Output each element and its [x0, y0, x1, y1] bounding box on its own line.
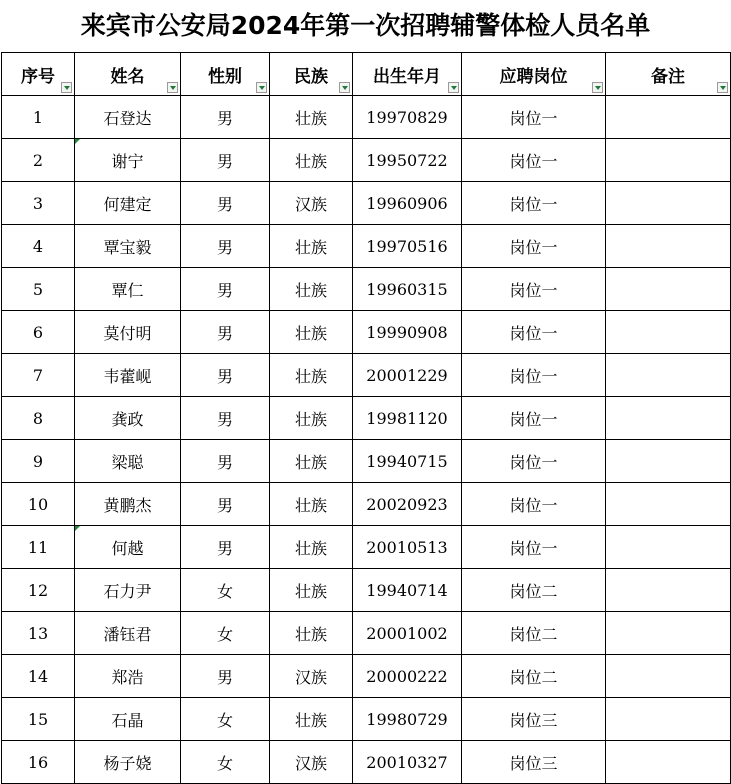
cell-note[interactable]: [606, 311, 731, 354]
header-cell-ethnic: 民族: [270, 53, 353, 96]
table-row: [2, 612, 731, 655]
cell-note[interactable]: [606, 139, 731, 182]
table-row: [2, 526, 731, 569]
cell-note[interactable]: [606, 569, 731, 612]
cell-note[interactable]: [606, 698, 731, 741]
cell-note[interactable]: [606, 225, 731, 268]
cell-post[interactable]: 岗位一: [462, 268, 606, 311]
cell-no[interactable]: 14: [2, 655, 75, 698]
cell-post[interactable]: 岗位一: [462, 182, 606, 225]
cell-note[interactable]: [606, 440, 731, 483]
cell-name[interactable]: 莫付明: [75, 311, 181, 354]
table-row: [2, 569, 731, 612]
page-title: 来宾市公安局2024年第一次招聘辅警体检人员名单: [80, 11, 651, 40]
cell-name[interactable]: 杨子娆: [75, 741, 181, 784]
cell-ethnic[interactable]: 壮族: [270, 440, 353, 483]
cell-post[interactable]: 岗位一: [462, 311, 606, 354]
cell-name[interactable]: 石晶: [75, 698, 181, 741]
cell-ethnic[interactable]: 壮族: [270, 698, 353, 741]
cell-birth[interactable]: 20000222: [353, 655, 462, 698]
cell-birth[interactable]: 20001002: [353, 612, 462, 655]
table-body: [2, 96, 731, 784]
cell-gender[interactable]: 男: [181, 655, 270, 698]
cell-marker-icon: [75, 526, 80, 531]
cell-birth[interactable]: 19981120: [353, 397, 462, 440]
cell-no[interactable]: 10: [2, 483, 75, 526]
header-cell-name: 姓名: [75, 53, 181, 96]
header-cell-gender: 性别: [181, 53, 270, 96]
personnel-table: [1, 52, 731, 784]
header-row: [2, 53, 731, 96]
cell-marker-icon: [75, 139, 80, 144]
table-row: [2, 655, 731, 698]
cell-birth[interactable]: 20001229: [353, 354, 462, 397]
header-cell-post: 应聘岗位: [462, 53, 606, 96]
table-row: [2, 698, 731, 741]
cell-post[interactable]: 岗位一: [462, 483, 606, 526]
cell-birth[interactable]: 19990908: [353, 311, 462, 354]
table-row: [2, 139, 731, 182]
cell-gender[interactable]: 女: [181, 612, 270, 655]
cell-name[interactable]: 黄鹏杰: [75, 483, 181, 526]
cell-ethnic[interactable]: 壮族: [270, 612, 353, 655]
cell-no[interactable]: 11: [2, 526, 75, 569]
cell-gender[interactable]: 女: [181, 698, 270, 741]
cell-ethnic[interactable]: 壮族: [270, 397, 353, 440]
table-row: [2, 225, 731, 268]
cell-post[interactable]: 岗位一: [462, 225, 606, 268]
cell-gender[interactable]: 男: [181, 354, 270, 397]
cell-ethnic[interactable]: 壮族: [270, 268, 353, 311]
cell-ethnic[interactable]: 壮族: [270, 526, 353, 569]
cell-birth[interactable]: 19970516: [353, 225, 462, 268]
cell-birth[interactable]: 19940714: [353, 569, 462, 612]
cell-no[interactable]: 15: [2, 698, 75, 741]
cell-no[interactable]: 5: [2, 268, 75, 311]
cell-post[interactable]: 岗位二: [462, 569, 606, 612]
cell-gender[interactable]: 男: [181, 139, 270, 182]
cell-name[interactable]: 石力尹: [75, 569, 181, 612]
cell-name[interactable]: 石登达: [75, 96, 181, 139]
filter-dropdown-icon[interactable]: [256, 82, 267, 93]
cell-post[interactable]: 岗位三: [462, 698, 606, 741]
table-row: [2, 440, 731, 483]
table-row: [2, 96, 731, 139]
cell-note[interactable]: [606, 397, 731, 440]
cell-no[interactable]: 16: [2, 741, 75, 784]
cell-post[interactable]: 岗位一: [462, 526, 606, 569]
table-row: [2, 483, 731, 526]
header-cell-no: 序号: [2, 53, 75, 96]
cell-post[interactable]: 岗位三: [462, 741, 606, 784]
cell-birth[interactable]: 20010327: [353, 741, 462, 784]
cell-note[interactable]: [606, 268, 731, 311]
filter-dropdown-icon[interactable]: [448, 82, 459, 93]
cell-name[interactable]: 韦藿岘: [75, 354, 181, 397]
cell-note[interactable]: [606, 354, 731, 397]
cell-note[interactable]: [606, 526, 731, 569]
cell-gender[interactable]: 女: [181, 741, 270, 784]
cell-name[interactable]: 覃仁: [75, 268, 181, 311]
cell-ethnic[interactable]: 壮族: [270, 96, 353, 139]
cell-gender[interactable]: 女: [181, 569, 270, 612]
cell-no[interactable]: 4: [2, 225, 75, 268]
cell-gender[interactable]: 男: [181, 483, 270, 526]
cell-note[interactable]: [606, 483, 731, 526]
cell-ethnic[interactable]: 汉族: [270, 182, 353, 225]
cell-ethnic[interactable]: 壮族: [270, 311, 353, 354]
cell-ethnic[interactable]: 壮族: [270, 483, 353, 526]
cell-note[interactable]: [606, 96, 731, 139]
cell-birth[interactable]: 20010513: [353, 526, 462, 569]
cell-ethnic[interactable]: 壮族: [270, 225, 353, 268]
cell-note[interactable]: [606, 612, 731, 655]
cell-name[interactable]: 郑浩: [75, 655, 181, 698]
cell-note[interactable]: [606, 741, 731, 784]
cell-post[interactable]: 岗位一: [462, 397, 606, 440]
header-cell-note: 备注: [606, 53, 731, 96]
filter-dropdown-icon[interactable]: [167, 82, 178, 93]
cell-gender[interactable]: 男: [181, 182, 270, 225]
cell-name[interactable]: 潘钰君: [75, 612, 181, 655]
cell-name[interactable]: 覃宝毅: [75, 225, 181, 268]
cell-ethnic[interactable]: 汉族: [270, 741, 353, 784]
table-row: [2, 268, 731, 311]
filter-dropdown-icon[interactable]: [717, 82, 728, 93]
filter-dropdown-icon[interactable]: [592, 82, 603, 93]
table-row: [2, 741, 731, 784]
cell-post[interactable]: 岗位一: [462, 96, 606, 139]
cell-birth[interactable]: 19960906: [353, 182, 462, 225]
cell-name[interactable]: 何建定: [75, 182, 181, 225]
cell-gender[interactable]: 男: [181, 440, 270, 483]
table-row: [2, 182, 731, 225]
cell-name[interactable]: 龚政: [75, 397, 181, 440]
cell-gender[interactable]: 男: [181, 268, 270, 311]
cell-post[interactable]: 岗位二: [462, 655, 606, 698]
cell-birth[interactable]: 19980729: [353, 698, 462, 741]
cell-post[interactable]: 岗位一: [462, 354, 606, 397]
filter-dropdown-icon[interactable]: [61, 82, 72, 93]
cell-ethnic[interactable]: 壮族: [270, 569, 353, 612]
cell-note[interactable]: [606, 182, 731, 225]
cell-no[interactable]: 8: [2, 397, 75, 440]
cell-no[interactable]: 9: [2, 440, 75, 483]
cell-name[interactable]: 何越: [75, 526, 181, 569]
cell-ethnic[interactable]: 壮族: [270, 354, 353, 397]
cell-post[interactable]: 岗位二: [462, 612, 606, 655]
table-row: [2, 397, 731, 440]
cell-gender[interactable]: 男: [181, 96, 270, 139]
cell-no[interactable]: 12: [2, 569, 75, 612]
cell-birth[interactable]: 19950722: [353, 139, 462, 182]
cell-post[interactable]: 岗位一: [462, 440, 606, 483]
cell-no[interactable]: 1: [2, 96, 75, 139]
cell-birth[interactable]: 19940715: [353, 440, 462, 483]
cell-gender[interactable]: 男: [181, 526, 270, 569]
cell-note[interactable]: [606, 655, 731, 698]
cell-birth[interactable]: 20020923: [353, 483, 462, 526]
cell-gender[interactable]: 男: [181, 397, 270, 440]
cell-post[interactable]: 岗位一: [462, 139, 606, 182]
cell-ethnic[interactable]: 汉族: [270, 655, 353, 698]
cell-birth[interactable]: 19970829: [353, 96, 462, 139]
cell-gender[interactable]: 男: [181, 311, 270, 354]
cell-no[interactable]: 7: [2, 354, 75, 397]
cell-gender[interactable]: 男: [181, 225, 270, 268]
filter-dropdown-icon[interactable]: [339, 82, 350, 93]
cell-name[interactable]: 谢宁: [75, 139, 181, 182]
cell-no[interactable]: 6: [2, 311, 75, 354]
cell-birth[interactable]: 19960315: [353, 268, 462, 311]
cell-no[interactable]: 2: [2, 139, 75, 182]
table-row: [2, 311, 731, 354]
table-row: [2, 354, 731, 397]
cell-ethnic[interactable]: 壮族: [270, 139, 353, 182]
cell-name[interactable]: 梁聪: [75, 440, 181, 483]
cell-no[interactable]: 3: [2, 182, 75, 225]
cell-no[interactable]: 13: [2, 612, 75, 655]
header-cell-birth: 出生年月: [353, 53, 462, 96]
